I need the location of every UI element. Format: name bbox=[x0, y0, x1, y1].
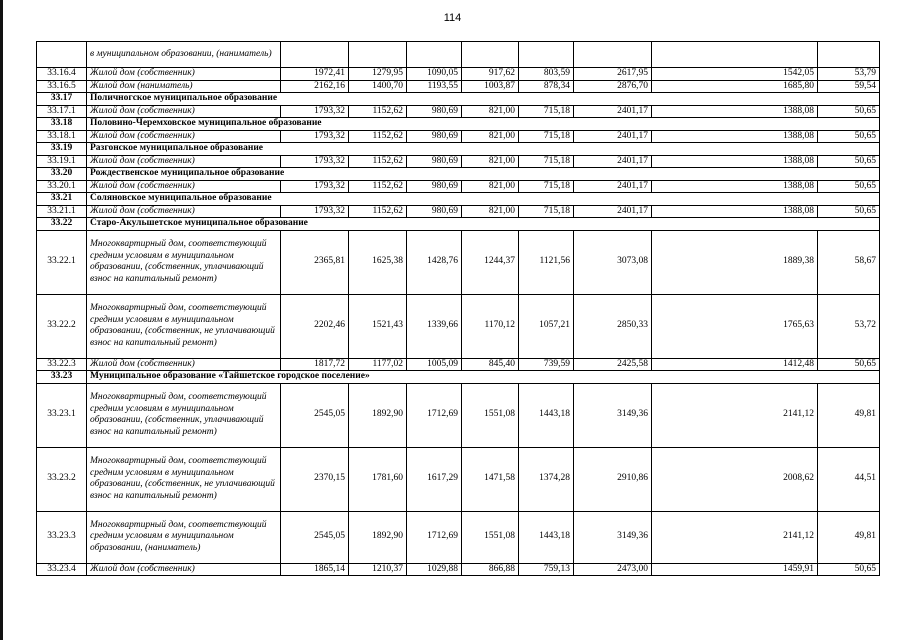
row-label: Многоквартирный дом, соответствующий средним условиям в муниципальном образовании, (собственник, не уплачивающий взнос на капитальный ремонт) bbox=[87, 294, 281, 358]
row-code: 33.23.4 bbox=[37, 563, 87, 576]
table-row bbox=[37, 68, 880, 81]
row-label: Жилой дом (собственник) bbox=[87, 130, 281, 143]
value-cell: 44,51 bbox=[818, 447, 880, 511]
value-cell: 2370,15 bbox=[281, 447, 349, 511]
value-cell: 2473,00 bbox=[574, 563, 652, 576]
table-row bbox=[37, 105, 880, 118]
value-cell: 1412,48 bbox=[652, 358, 818, 371]
value-cell: 2545,05 bbox=[281, 383, 349, 447]
section-title: Половино-Черемховское муниципальное образование bbox=[87, 118, 880, 131]
value-cell: 980,69 bbox=[407, 205, 462, 218]
section-title: Соляновское муниципальное образование bbox=[87, 193, 880, 206]
value-cell: 2401,17 bbox=[574, 105, 652, 118]
value-cell: 2202,46 bbox=[281, 294, 349, 358]
value-cell: 821,00 bbox=[462, 180, 519, 193]
section-code: 33.20 bbox=[37, 168, 87, 181]
value-cell bbox=[519, 42, 574, 68]
table-body bbox=[37, 42, 880, 576]
section-row bbox=[37, 93, 880, 106]
value-cell: 1152,62 bbox=[349, 155, 407, 168]
value-cell: 2401,17 bbox=[574, 155, 652, 168]
value-cell: 1685,80 bbox=[652, 80, 818, 93]
table-row bbox=[37, 358, 880, 371]
value-cell: 1057,21 bbox=[519, 294, 574, 358]
value-cell: 980,69 bbox=[407, 130, 462, 143]
value-cell: 1279,95 bbox=[349, 68, 407, 81]
section-code: 33.19 bbox=[37, 143, 87, 156]
value-cell: 1781,60 bbox=[349, 447, 407, 511]
value-cell: 1793,32 bbox=[281, 155, 349, 168]
table-row bbox=[37, 80, 880, 93]
value-cell: 1625,38 bbox=[349, 230, 407, 294]
value-cell: 715,18 bbox=[519, 105, 574, 118]
value-cell: 1388,08 bbox=[652, 105, 818, 118]
row-code: 33.19.1 bbox=[37, 155, 87, 168]
value-cell: 3149,36 bbox=[574, 383, 652, 447]
row-label: в муниципальном образовании, (наниматель) bbox=[87, 42, 281, 68]
value-cell: 50,65 bbox=[818, 358, 880, 371]
value-cell: 2876,70 bbox=[574, 80, 652, 93]
value-cell: 1459,91 bbox=[652, 563, 818, 576]
value-cell: 1889,38 bbox=[652, 230, 818, 294]
value-cell: 59,54 bbox=[818, 80, 880, 93]
section-row bbox=[37, 143, 880, 156]
value-cell: 1443,18 bbox=[519, 383, 574, 447]
table-row bbox=[37, 511, 880, 563]
value-cell: 980,69 bbox=[407, 105, 462, 118]
value-cell: 715,18 bbox=[519, 155, 574, 168]
value-cell: 49,81 bbox=[818, 511, 880, 563]
value-cell bbox=[574, 42, 652, 68]
row-code: 33.16.4 bbox=[37, 68, 87, 81]
value-cell: 2008,62 bbox=[652, 447, 818, 511]
value-cell bbox=[349, 42, 407, 68]
value-cell: 1892,90 bbox=[349, 511, 407, 563]
row-label: Жилой дом (наниматель) bbox=[87, 80, 281, 93]
row-code: 33.23.2 bbox=[37, 447, 87, 511]
row-label: Многоквартирный дом, соответствующий средним условиям в муниципальном образовании, (собственник, уплачивающий взнос на капитальный ремонт) bbox=[87, 230, 281, 294]
value-cell: 1712,69 bbox=[407, 383, 462, 447]
value-cell: 917,62 bbox=[462, 68, 519, 81]
section-title: Старо-Акульшетское муниципальное образование bbox=[87, 218, 880, 231]
value-cell bbox=[407, 42, 462, 68]
value-cell: 53,79 bbox=[818, 68, 880, 81]
value-cell: 1121,56 bbox=[519, 230, 574, 294]
value-cell: 1865,14 bbox=[281, 563, 349, 576]
row-label: Жилой дом (собственник) bbox=[87, 563, 281, 576]
section-code: 33.17 bbox=[37, 93, 87, 106]
value-cell bbox=[462, 42, 519, 68]
row-code: 33.22.2 bbox=[37, 294, 87, 358]
value-cell: 1029,88 bbox=[407, 563, 462, 576]
value-cell: 821,00 bbox=[462, 130, 519, 143]
table-row bbox=[37, 294, 880, 358]
section-title: Разгонское муниципальное образование bbox=[87, 143, 880, 156]
value-cell: 1793,32 bbox=[281, 130, 349, 143]
section-title: Поличногское муниципальное образование bbox=[87, 93, 880, 106]
value-cell: 1542,05 bbox=[652, 68, 818, 81]
value-cell: 1428,76 bbox=[407, 230, 462, 294]
section-row bbox=[37, 118, 880, 131]
value-cell: 739,59 bbox=[519, 358, 574, 371]
value-cell: 2141,12 bbox=[652, 383, 818, 447]
value-cell: 821,00 bbox=[462, 155, 519, 168]
row-code: 33.22.1 bbox=[37, 230, 87, 294]
table-row bbox=[37, 130, 880, 143]
value-cell: 1170,12 bbox=[462, 294, 519, 358]
value-cell: 1471,58 bbox=[462, 447, 519, 511]
value-cell: 2617,95 bbox=[574, 68, 652, 81]
row-code: 33.18.1 bbox=[37, 130, 87, 143]
value-cell: 2401,17 bbox=[574, 130, 652, 143]
value-cell: 1892,90 bbox=[349, 383, 407, 447]
value-cell: 1152,62 bbox=[349, 180, 407, 193]
value-cell: 845,40 bbox=[462, 358, 519, 371]
value-cell: 866,88 bbox=[462, 563, 519, 576]
value-cell: 1388,08 bbox=[652, 205, 818, 218]
section-code: 33.22 bbox=[37, 218, 87, 231]
row-label: Жилой дом (собственник) bbox=[87, 155, 281, 168]
row-label: Многоквартирный дом, соответствующий средним условиям в муниципальном образовании, (наниматель) bbox=[87, 511, 281, 563]
value-cell: 1793,32 bbox=[281, 105, 349, 118]
row-label: Жилой дом (собственник) bbox=[87, 205, 281, 218]
value-cell: 1972,41 bbox=[281, 68, 349, 81]
value-cell: 878,34 bbox=[519, 80, 574, 93]
table-row bbox=[37, 180, 880, 193]
value-cell: 980,69 bbox=[407, 155, 462, 168]
table-row bbox=[37, 563, 880, 576]
value-cell: 821,00 bbox=[462, 205, 519, 218]
value-cell: 1193,55 bbox=[407, 80, 462, 93]
value-cell: 1388,08 bbox=[652, 180, 818, 193]
row-code bbox=[37, 42, 87, 68]
value-cell: 1617,29 bbox=[407, 447, 462, 511]
value-cell: 1090,05 bbox=[407, 68, 462, 81]
value-cell: 1003,87 bbox=[462, 80, 519, 93]
value-cell: 58,67 bbox=[818, 230, 880, 294]
section-row bbox=[37, 371, 880, 384]
value-cell: 1765,63 bbox=[652, 294, 818, 358]
value-cell: 1793,32 bbox=[281, 180, 349, 193]
value-cell: 2910,86 bbox=[574, 447, 652, 511]
value-cell: 1210,37 bbox=[349, 563, 407, 576]
row-label: Жилой дом (собственник) bbox=[87, 180, 281, 193]
value-cell: 1152,62 bbox=[349, 130, 407, 143]
value-cell: 759,13 bbox=[519, 563, 574, 576]
row-code: 33.22.3 bbox=[37, 358, 87, 371]
table-row-continued bbox=[37, 42, 880, 68]
value-cell: 1551,08 bbox=[462, 511, 519, 563]
value-cell: 53,72 bbox=[818, 294, 880, 358]
value-cell: 1177,02 bbox=[349, 358, 407, 371]
value-cell: 1005,09 bbox=[407, 358, 462, 371]
row-label: Жилой дом (собственник) bbox=[87, 358, 281, 371]
row-code: 33.23.1 bbox=[37, 383, 87, 447]
value-cell: 1244,37 bbox=[462, 230, 519, 294]
value-cell: 50,65 bbox=[818, 563, 880, 576]
value-cell: 50,65 bbox=[818, 180, 880, 193]
value-cell: 715,18 bbox=[519, 205, 574, 218]
row-code: 33.17.1 bbox=[37, 105, 87, 118]
row-code: 33.21.1 bbox=[37, 205, 87, 218]
row-code: 33.20.1 bbox=[37, 180, 87, 193]
value-cell: 2141,12 bbox=[652, 511, 818, 563]
value-cell: 1152,62 bbox=[349, 105, 407, 118]
row-label: Жилой дом (собственник) bbox=[87, 105, 281, 118]
section-code: 33.23 bbox=[37, 371, 87, 384]
section-row bbox=[37, 218, 880, 231]
value-cell: 803,59 bbox=[519, 68, 574, 81]
table-row bbox=[37, 447, 880, 511]
value-cell: 1388,08 bbox=[652, 155, 818, 168]
row-label: Многоквартирный дом, соответствующий средним условиям в муниципальном образовании, (собственник, уплачивающий взнос на капитальный ремонт) bbox=[87, 383, 281, 447]
value-cell: 715,18 bbox=[519, 180, 574, 193]
value-cell: 1521,43 bbox=[349, 294, 407, 358]
value-cell: 2850,33 bbox=[574, 294, 652, 358]
value-cell: 1793,32 bbox=[281, 205, 349, 218]
tariff-table bbox=[36, 41, 880, 576]
table-row bbox=[37, 230, 880, 294]
value-cell: 1712,69 bbox=[407, 511, 462, 563]
value-cell bbox=[818, 42, 880, 68]
value-cell: 1551,08 bbox=[462, 383, 519, 447]
value-cell: 3149,36 bbox=[574, 511, 652, 563]
table-row bbox=[37, 205, 880, 218]
value-cell: 1152,62 bbox=[349, 205, 407, 218]
value-cell: 1339,66 bbox=[407, 294, 462, 358]
value-cell: 2401,17 bbox=[574, 205, 652, 218]
value-cell: 50,65 bbox=[818, 155, 880, 168]
value-cell: 821,00 bbox=[462, 105, 519, 118]
value-cell: 2162,16 bbox=[281, 80, 349, 93]
value-cell: 3073,08 bbox=[574, 230, 652, 294]
row-label: Жилой дом (собственник) bbox=[87, 68, 281, 81]
value-cell bbox=[652, 42, 818, 68]
value-cell: 50,65 bbox=[818, 205, 880, 218]
section-code: 33.18 bbox=[37, 118, 87, 131]
row-code: 33.23.3 bbox=[37, 511, 87, 563]
table-row bbox=[37, 383, 880, 447]
value-cell: 715,18 bbox=[519, 130, 574, 143]
value-cell: 1817,72 bbox=[281, 358, 349, 371]
row-label: Многоквартирный дом, соответствующий средним условиям в муниципальном образовании, (собственник, не уплачивающий взнос на капитальный ремонт) bbox=[87, 447, 281, 511]
value-cell: 1388,08 bbox=[652, 130, 818, 143]
value-cell: 2365,81 bbox=[281, 230, 349, 294]
value-cell: 50,65 bbox=[818, 130, 880, 143]
page-number: 114 bbox=[443, 12, 462, 24]
value-cell: 980,69 bbox=[407, 180, 462, 193]
section-code: 33.21 bbox=[37, 193, 87, 206]
value-cell: 1374,28 bbox=[519, 447, 574, 511]
value-cell: 1400,70 bbox=[349, 80, 407, 93]
table-row bbox=[37, 155, 880, 168]
value-cell: 2425,58 bbox=[574, 358, 652, 371]
row-code: 33.16.5 bbox=[37, 80, 87, 93]
value-cell bbox=[281, 42, 349, 68]
section-title: Рождественское муниципальное образование bbox=[87, 168, 880, 181]
section-row bbox=[37, 193, 880, 206]
value-cell: 50,65 bbox=[818, 105, 880, 118]
value-cell: 2545,05 bbox=[281, 511, 349, 563]
value-cell: 1443,18 bbox=[519, 511, 574, 563]
section-row bbox=[37, 168, 880, 181]
value-cell: 2401,17 bbox=[574, 180, 652, 193]
value-cell: 49,81 bbox=[818, 383, 880, 447]
section-title: Муниципальное образование «Тайшетское городское поселение» bbox=[87, 371, 880, 384]
scan-edge-mark bbox=[0, 0, 3, 640]
